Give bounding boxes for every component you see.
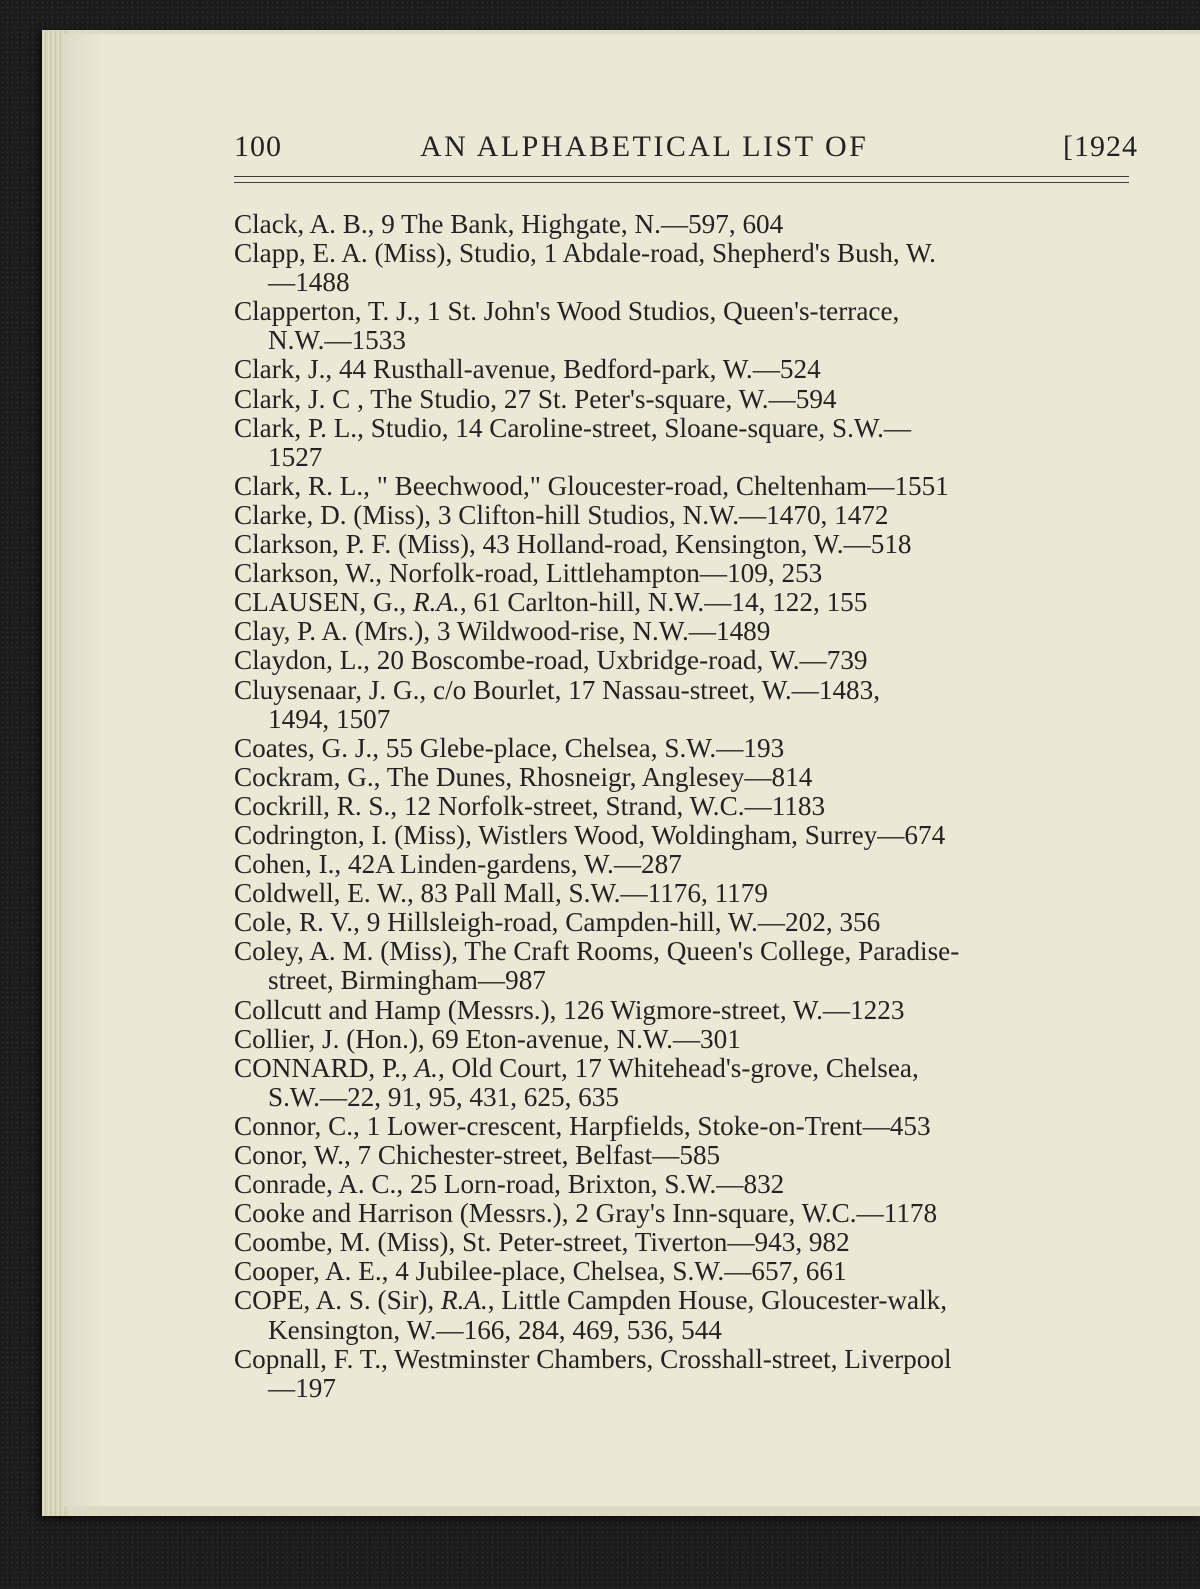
list-entry: Cooke and Harrison (Messrs.), 2 Gray's Inn-square, W.C.—1178 [234, 1198, 938, 1229]
page-year: [1924 [1063, 130, 1138, 163]
list-entry: Clark, J. C , The Studio, 27 St. Peter's-square, W.—594 [234, 383, 837, 414]
list-entry: Clarke, D. (Miss), 3 Clifton-hill Studios, N.W.—1470, 1472 [234, 499, 889, 530]
page-number: 100 [234, 130, 282, 163]
list-entry: Cluysenaar, J. G., c/o Bourlet, 17 Nassau-street, W.—1483, [234, 674, 881, 705]
entry-honorific: R.A. [413, 587, 460, 618]
list-entry: Clarkson, P. F. (Miss), 43 Holland-road, Kensington, W.—518 [234, 529, 912, 560]
list-entry: Claydon, L., 20 Boscombe-road, Uxbridge-road, W.—739 [234, 645, 868, 676]
list-entry: Copnall, F. T., Westminster Chambers, Crosshall-street, Liverpool [234, 1343, 952, 1374]
entry-address: , Little Campden House, Gloucester-walk, [487, 1285, 948, 1316]
list-entry: Clarkson, W., Norfolk-road, Littlehampton—109, 253 [234, 558, 823, 589]
list-entry: Coates, G. J., 55 Glebe-place, Chelsea, S.W.—193 [234, 732, 785, 763]
book-page [64, 34, 1200, 1506]
list-entry: Cooper, A. E., 4 Jubilee-place, Chelsea, S.W.—657, 661 [234, 1256, 847, 1287]
list-entry: Collcutt and Hamp (Messrs.), 126 Wigmore-street, W.—1223 [234, 994, 905, 1025]
list-entry: Clark, J., 44 Rusthall-avenue, Bedford-park, W.—524 [234, 354, 821, 385]
entry-address: , 61 Carlton-hill, N.W.—14, 122, 155 [459, 587, 868, 618]
list-entry [234, 1054, 1174, 1083]
list-entry: Cockram, G., The Dunes, Rhosneigr, Anglesey—814 [234, 761, 813, 792]
list-entry: Clay, P. A. (Mrs.), 3 Wildwood-rise, N.W.—1489 [234, 616, 771, 647]
list-entry: Coombe, M. (Miss), St. Peter-street, Tiverton—943, 982 [234, 1227, 850, 1258]
list-entry: Conor, W., 7 Chichester-street, Belfast—585 [234, 1140, 721, 1170]
list-entry: Coley, A. M. (Miss), The Craft Rooms, Queen's College, Paradise- [234, 936, 960, 967]
list-entry: Clapp, E. A. (Miss), Studio, 1 Abdale-road, Shepherd's Bush, W. [234, 238, 936, 269]
list-entry: Clapperton, T. J., 1 St. John's Wood Studios, Queen's-terrace, [234, 296, 900, 327]
entry-name: COPE, A. S. (Sir), [234, 1285, 441, 1316]
list-entry: Connor, C., 1 Lower-crescent, Harpfields, Stoke-on-Trent—453 [234, 1110, 931, 1141]
list-entry: Cockrill, R. S., 12 Norfolk-street, Strand, W.C.—1183 [234, 790, 826, 821]
page-title: AN ALPHABETICAL LIST OF [420, 130, 869, 163]
running-head [234, 130, 1138, 174]
list-entry: Clark, R. L., " Beechwood," Gloucester-road, Cheltenham—1551 [234, 470, 949, 501]
entry-list [234, 210, 1174, 1403]
entry-name: CLAUSEN, G., [234, 587, 413, 618]
entry-honorific: A. [414, 1052, 438, 1083]
list-entry [234, 588, 1174, 617]
list-entry: Coldwell, E. W., 83 Pall Mall, S.W.—1176, 1179 [234, 878, 768, 909]
entry-address: , Old Court, 17 Whitehead's-grove, Chelsea, [437, 1052, 919, 1083]
entry-name: CONNARD, P., [234, 1052, 415, 1083]
list-entry-continuation: Kensington, W.—166, 284, 469, 536, 544 [268, 1314, 722, 1345]
list-entry: Conrade, A. C., 25 Lorn-road, Brixton, S.W.—832 [234, 1169, 785, 1200]
list-entry-continuation: 1494, 1507 [268, 703, 391, 734]
list-entry: Cohen, I., 42A Linden-gardens, W.—287 [234, 849, 682, 880]
list-entry-continuation: —197 [268, 1372, 336, 1403]
header-rule-bottom [234, 182, 1129, 183]
entry-honorific: R.A. [440, 1285, 488, 1316]
list-entry: Clack, A. B., 9 The Bank, Highgate, N.—597, 604 [234, 209, 784, 239]
list-entry: Collier, J. (Hon.), 69 Eton-avenue, N.W.—301 [234, 1023, 741, 1054]
list-entry: Codrington, I. (Miss), Wistlers Wood, Woldingham, Surrey—674 [234, 819, 946, 850]
list-entry-continuation: street, Birmingham—987 [268, 965, 546, 996]
list-entry-continuation: 1527 [268, 441, 323, 472]
list-entry-continuation: S.W.—22, 91, 95, 431, 625, 635 [268, 1081, 619, 1112]
list-entry-continuation: N.W.—1533 [268, 325, 406, 356]
header-rule-top [234, 176, 1129, 177]
list-entry: Clark, P. L., Studio, 14 Caroline-street, Sloane-square, S.W.— [234, 412, 912, 443]
list-entry: Cole, R. V., 9 Hillsleigh-road, Campden-hill, W.—202, 356 [234, 907, 881, 938]
list-entry-continuation: —1488 [268, 267, 350, 298]
list-entry [234, 1286, 1174, 1315]
